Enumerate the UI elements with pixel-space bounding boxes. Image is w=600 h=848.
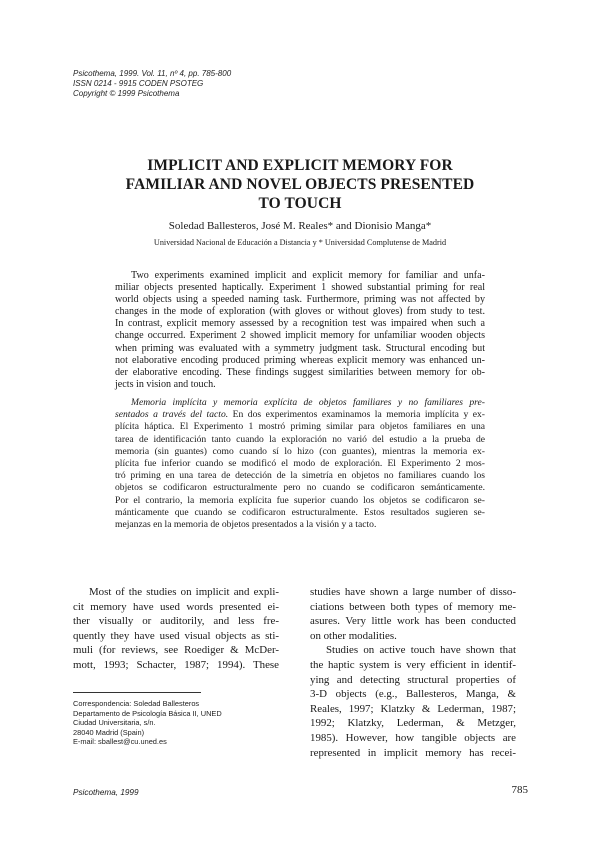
body-line: Most of the studies on implicit and expli- <box>89 586 279 598</box>
footer-journal: Psicothema, 1999 <box>73 788 139 797</box>
abstract-english <box>115 270 485 391</box>
body-line: muli (for reviews, see Roediger & McDer- <box>73 644 279 657</box>
body-line: the haptic system is very efficient in identif- <box>310 658 516 671</box>
abstract-line: not elaborative encoding produced priming whereas explicit memory was enhanced un- <box>115 354 485 366</box>
resumen-line: mánticamente que cuando se codificaron estructuralmente. Estos resultados sugieren se- <box>115 506 485 518</box>
journal-citation: Psicothema, 1999. Vol. 11, nº 4, pp. 785-800 <box>73 69 232 78</box>
body-line: 1992; Klatzky, Lederman, & Metzger, <box>310 717 516 730</box>
body-line: mott, 1993; Schacter, 1987; 1994). These <box>73 658 279 671</box>
body-line: studies have shown a large number of disso- <box>310 586 516 598</box>
author-list: Soledad Ballesteros, José M. Reales* and Dionisio Manga* <box>168 220 432 232</box>
body-line: Studies on active touch have shown that <box>326 644 516 657</box>
body-line: quently they have used visual objects as sti- <box>73 629 279 642</box>
abstract-line: Two experiments examined implicit and explicit memory for familiar and unfa- <box>131 270 485 281</box>
body-line: ciations between both types of memory me- <box>310 600 516 613</box>
body-line: Reales, 1997; Klatzky & Lederman, 1987; <box>310 702 516 715</box>
body-column-right <box>310 585 516 760</box>
body-line: represented in implicit memory has recei- <box>310 746 516 759</box>
correspondence-email: E-mail: sballest@cu.uned.es <box>73 737 167 747</box>
abstract-line: change occurred. Experiment 2 showed implicit memory for unfamiliar wooden objects <box>115 330 485 342</box>
resumen-line-text: En dos experimentos examinamos la memoria implícita y ex- <box>228 409 485 421</box>
resumen-line: tró priming en una tarea de detección de la simetría en objetos no familiares cuando los <box>115 470 485 482</box>
body-line: ther visually or auditorily, and less fre- <box>73 615 279 628</box>
abstract-spanish <box>115 397 485 531</box>
abstract-line: world objects using a speeded naming task. Furthermore, priming was not affected by <box>115 294 485 306</box>
abstract-line: der elaborative encoding. These findings suggest similarities between memory for ob- <box>115 366 485 378</box>
abstract-line: In contrast, explicit memory assessed by a recognition test was impaired when such a <box>115 318 485 330</box>
page-number: 785 <box>511 784 528 796</box>
resumen-title-line: Memoria implícita y memoria explícita de objetos familiares y no familiares pre- <box>131 397 485 408</box>
correspondence-line: Correspondencia: Soledad Ballesteros <box>73 699 200 708</box>
resumen-line: Por el contrario, la memoria explícita fue superior cuando los objetos se codificaron se- <box>115 494 485 506</box>
body-line: on other modalities. <box>310 629 397 642</box>
correspondence-line: Ciudad Universitaria, s/n. <box>73 718 156 728</box>
resumen-line: memoria (sin guantes) como cuando sí lo hizo (con guantes), mientras la memoria ex- <box>115 445 485 457</box>
resumen-line: plícita fue inferior cuando se modificó el modo de exploración. El Experimento 2 mos- <box>115 458 485 470</box>
body-line: cit memory have used words presented ei- <box>73 600 279 613</box>
correspondence-line: 28040 Madrid (Spain) <box>73 727 145 737</box>
resumen-line: objetos se codificaron estructuralmente pero no cuando se codificaron semánticamente. <box>115 482 485 494</box>
copyright-line: Copyright © 1999 Psicothema <box>73 89 180 98</box>
resumen-line: mejanzas en la memoria de objetos presentados a la visión y a tacto. <box>115 519 377 531</box>
abstract-line: jects in vision and touch. <box>115 378 216 390</box>
body-line: 3-D objects (e.g., Ballesteros, Manga, & <box>310 688 516 701</box>
resumen-line <box>115 409 485 421</box>
issn-line: ISSN 0214 - 9915 CODEN PSOTEG <box>73 79 204 88</box>
body-column-left <box>73 585 279 673</box>
resumen-line: plícita háptica. El Experimento 1 mostró priming similar para objetos familiares en una <box>115 421 485 433</box>
body-line: asures. Very little work has been conducted <box>310 615 516 628</box>
body-line: 1985). However, how tangible objects are <box>310 731 516 744</box>
affiliation: Universidad Nacional de Educación a Distancia y * Universidad Complutense de Madrid <box>153 238 447 247</box>
resumen-line: tarea de identificación tanto cuando la exploración no varió del estudio a la prueba de <box>115 433 485 445</box>
title-line: FAMILIAR AND NOVEL OBJECTS PRESENTED <box>125 176 475 193</box>
paper-title <box>60 156 540 213</box>
abstract-line: miliar objects presented haptically. Experiment 1 showed substantial priming for real <box>115 282 485 294</box>
abstract-line: changes in the mode of exploration (with gloves or without gloves) from study to test. <box>115 306 485 318</box>
correspondence-line: Departamento de Psicología Básica II, UNED <box>73 708 222 718</box>
journal-header <box>73 69 231 99</box>
correspondence-note <box>73 699 222 747</box>
body-line: ying and detecting structural properties of <box>310 673 516 686</box>
resumen-title-end: sentados a través del tacto. <box>115 409 229 421</box>
abstract-line: when priming was evaluated with a symmetry judgment task. Structural encoding but <box>115 342 485 354</box>
title-line: TO TOUCH <box>258 195 342 212</box>
title-line: IMPLICIT AND EXPLICIT MEMORY FOR <box>147 157 453 174</box>
footnote-divider <box>73 692 201 693</box>
